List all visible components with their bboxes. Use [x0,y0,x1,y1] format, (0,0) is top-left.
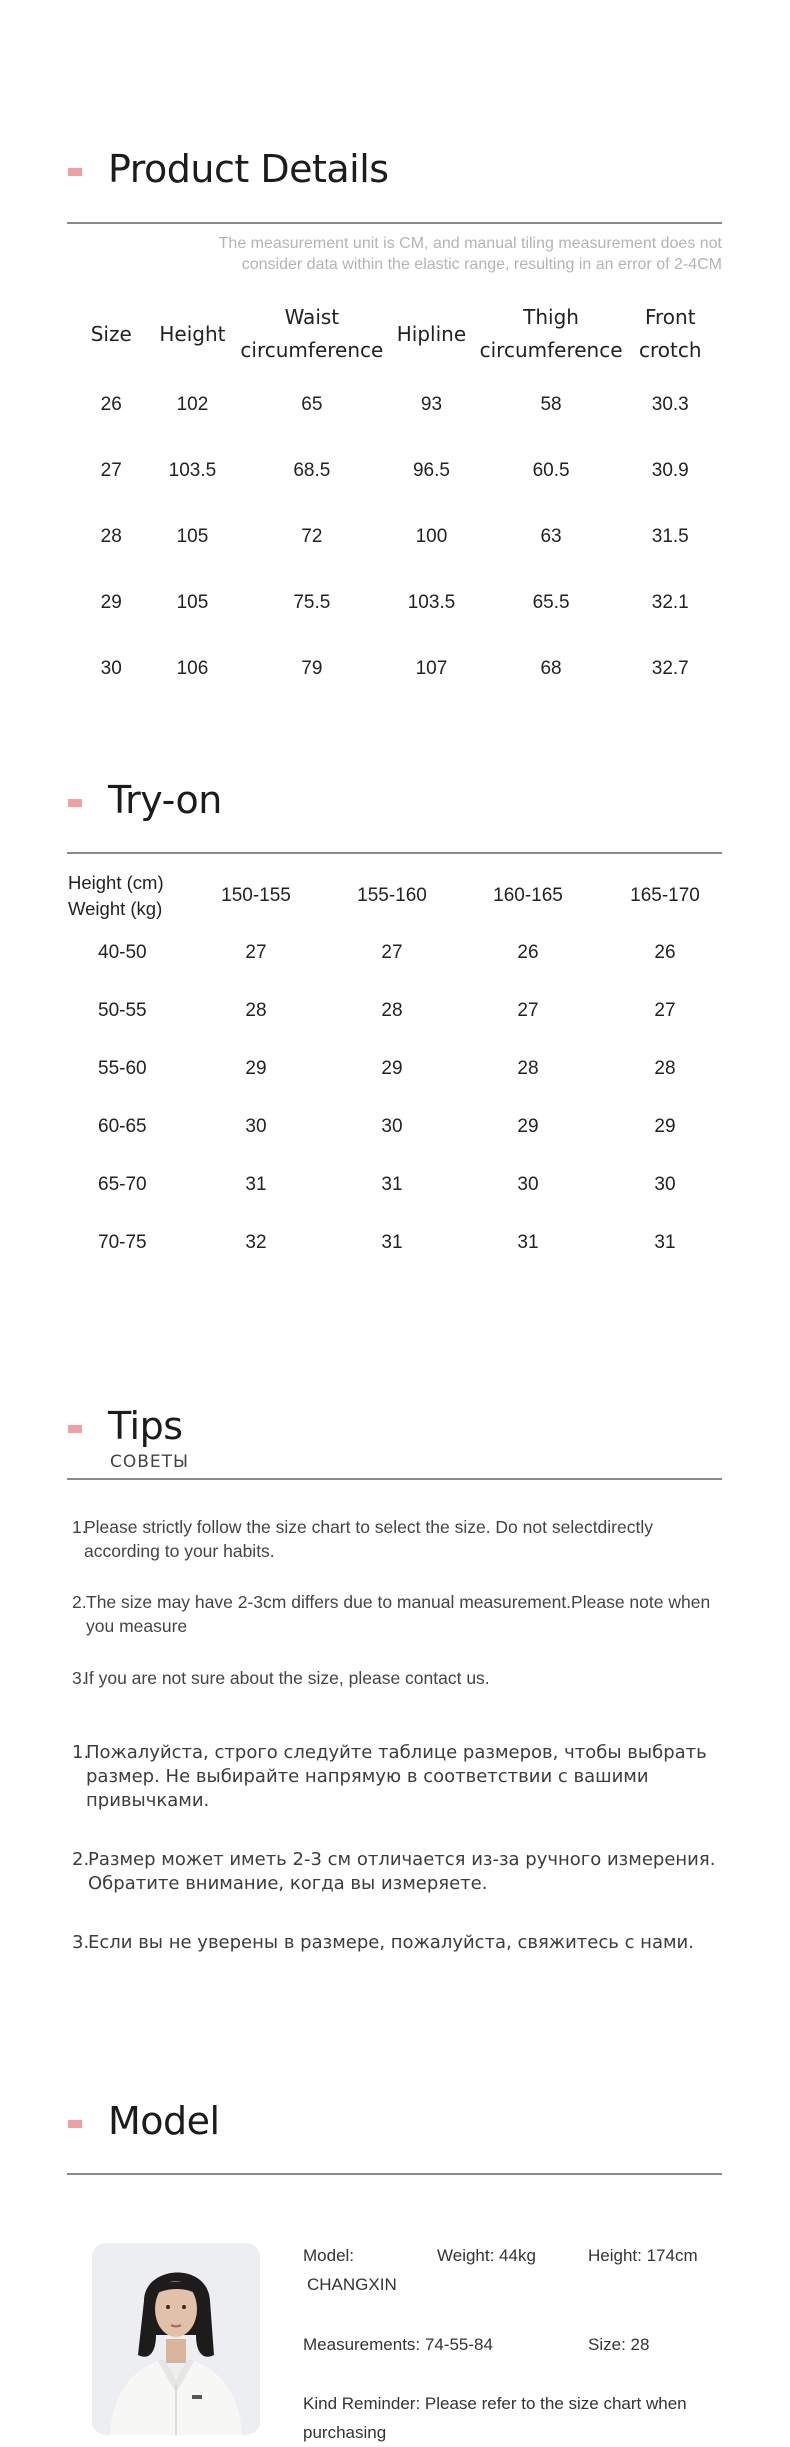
weight-axis-label: Weight (kg) [68,898,163,919]
table-row [68,1098,734,1156]
table-cell: 29 [100,592,122,613]
table-row [78,570,718,636]
table-cell: 79 [301,658,323,679]
tip-number: 3. [72,1668,87,1688]
size-cell: 31 [381,1174,403,1195]
tip-text: Пожалуйста, строго следуйте таблице размеров, чтобы выбрать размер. Не выбирайте напрямую в соответствии с вашими привычками. [86,1742,707,1811]
size-cell: 32 [245,1232,267,1253]
table-cell: 68.5 [293,460,331,481]
model-height: Height: 174cm [588,2246,698,2265]
size-cell: 29 [517,1116,539,1137]
size-cell: 28 [517,1058,539,1079]
size-cell: 30 [654,1174,676,1195]
table-header-row [78,296,718,372]
table-cell: 32.7 [651,658,689,679]
size-cell: 27 [654,1000,676,1021]
model-measurements: Measurements: 74-55-84 [303,2335,493,2354]
column-header-text: Height [159,321,226,346]
column-header [78,296,145,372]
tip-text: Please strictly follow the size chart to select the size. Do not selectdirectly according to your habits. [84,1517,653,1561]
section-title: Try-on [108,778,222,822]
column-header-text: Hipline [396,321,467,346]
divider [67,222,722,224]
tip-item [72,1741,722,1813]
weight-range-label: 60-65 [98,1116,147,1137]
size-cell: 27 [381,942,403,963]
weight-range-label: 65-70 [98,1174,147,1195]
section-marker [68,168,82,176]
weight-range-label: 50-55 [98,1000,147,1021]
tip-item [72,1666,722,1690]
column-header [480,296,623,372]
tip-number: 2. [72,1592,87,1612]
tip-item [72,1515,722,1563]
size-cell: 28 [381,1000,403,1021]
table-row [68,924,734,982]
size-cell: 29 [245,1058,267,1079]
tip-item [72,1931,752,1955]
column-header-text: Thigh [523,305,579,329]
column-header-text: Front [644,305,696,329]
height-axis-label: Height (cm) [68,872,164,893]
table-cell: 58 [540,394,562,415]
size-cell: 29 [381,1058,403,1079]
model-name-value: CHANGXIN [307,2275,397,2294]
tip-item [72,1848,722,1896]
section-title: Product Details [108,147,389,191]
column-header-text: circumference [240,338,384,362]
table-cell: 106 [176,658,209,679]
column-header [383,296,479,372]
weight-range-label: 55-60 [98,1058,147,1079]
column-header-text: crotch [638,338,702,362]
size-cell: 31 [654,1232,676,1253]
table-row [68,1214,734,1272]
section-title: Model [108,2099,220,2143]
corner-cell [68,868,188,924]
model-portrait-image [92,2243,260,2435]
tip-text: If you are not sure about the size, please contact us. [84,1668,490,1688]
divider [67,1478,722,1480]
table-cell: 72 [301,526,323,547]
divider [67,2173,722,2175]
table-cell: 30.9 [651,460,689,481]
size-cell: 30 [381,1116,403,1137]
size-cell: 31 [245,1174,267,1195]
table-cell: 100 [415,526,448,547]
table-row [68,982,734,1040]
height-range-header: 160-165 [493,885,563,906]
tip-text: The size may have 2-3cm differs due to manual measurement.Please note when you measure [86,1592,711,1636]
size-cell: 27 [517,1000,539,1021]
section-marker [68,2120,82,2128]
size-cell: 26 [517,942,539,963]
table-cell: 60.5 [532,460,570,481]
table-row [68,1156,734,1214]
measurement-note [130,233,722,275]
table-row [78,372,718,438]
size-cell: 28 [245,1000,267,1021]
table-row [78,438,718,504]
table-cell: 27 [100,460,122,481]
column-header-text: Size [90,321,132,346]
size-cell: 28 [654,1058,676,1079]
height-range-header: 155-160 [357,885,427,906]
table-cell: 26 [100,394,122,415]
model-weight: Weight: 44kg [437,2246,536,2265]
size-cell: 31 [517,1232,539,1253]
column-header [240,296,383,372]
size-cell: 30 [245,1116,267,1137]
tip-number: 1. [72,1517,87,1537]
column-header-text: Waist [284,305,340,329]
note-line: The measurement unit is CM, and manual tiling measurement does not [218,235,722,252]
size-cell: 31 [381,1232,403,1253]
column-header-text: circumference [479,338,623,362]
size-cell: 27 [245,942,267,963]
table-row [68,1040,734,1098]
table-cell: 65 [301,394,323,415]
column-header [623,296,718,372]
size-chart-table [78,296,718,702]
section-marker [68,1425,82,1433]
table-cell: 96.5 [412,460,450,481]
table-cell: 75.5 [293,592,331,613]
table-cell: 102 [176,394,209,415]
weight-range-label: 40-50 [98,942,147,963]
table-cell: 103.5 [407,592,456,613]
model-name-label: Model: [303,2246,355,2265]
table-row [78,636,718,702]
table-cell: 63 [540,526,562,547]
size-cell: 29 [654,1116,676,1137]
model-reminder: Kind Reminder: Please refer to the size chart when purchasing [303,2394,687,2442]
table-cell: 32.1 [651,592,689,613]
table-cell: 105 [176,526,209,547]
model-photo [92,2243,260,2435]
weight-range-label: 70-75 [98,1232,147,1253]
table-cell: 30.3 [651,394,689,415]
tip-text: Размер может иметь 2-3 см отличается из-за ручного измерения. Обратите внимание, когда вы измеряете. [88,1849,716,1894]
table-cell: 68 [540,658,562,679]
table-cell: 103.5 [168,460,217,481]
table-header-row [68,868,734,924]
tip-item [72,1590,722,1638]
column-header [145,296,241,372]
table-cell: 107 [415,658,448,679]
height-range-header: 165-170 [630,885,700,906]
divider [67,852,722,854]
size-cell: 26 [654,942,676,963]
section-subtitle: СОВЕТЫ [110,1452,190,1472]
tip-number: 3. [72,1932,90,1953]
table-cell: 65.5 [532,592,570,613]
tip-number: 2. [72,1849,90,1870]
model-size: Size: 28 [588,2335,650,2354]
table-cell: 105 [176,592,209,613]
table-row [78,504,718,570]
table-cell: 30 [100,658,122,679]
tip-text: Если вы не уверены в размере, пожалуйста, свяжитесь с нами. [88,1932,694,1953]
size-cell: 30 [517,1174,539,1195]
table-cell: 28 [100,526,122,547]
section-title: Tips [108,1404,183,1448]
table-cell: 31.5 [651,526,689,547]
try-on-table [68,868,734,1272]
note-line: consider data within the elastic range, resulting in an error of 2-4CM [241,256,722,273]
table-cell: 93 [420,394,443,415]
section-marker [68,799,82,807]
tip-number: 1. [72,1742,90,1763]
height-range-header: 150-155 [221,885,291,906]
